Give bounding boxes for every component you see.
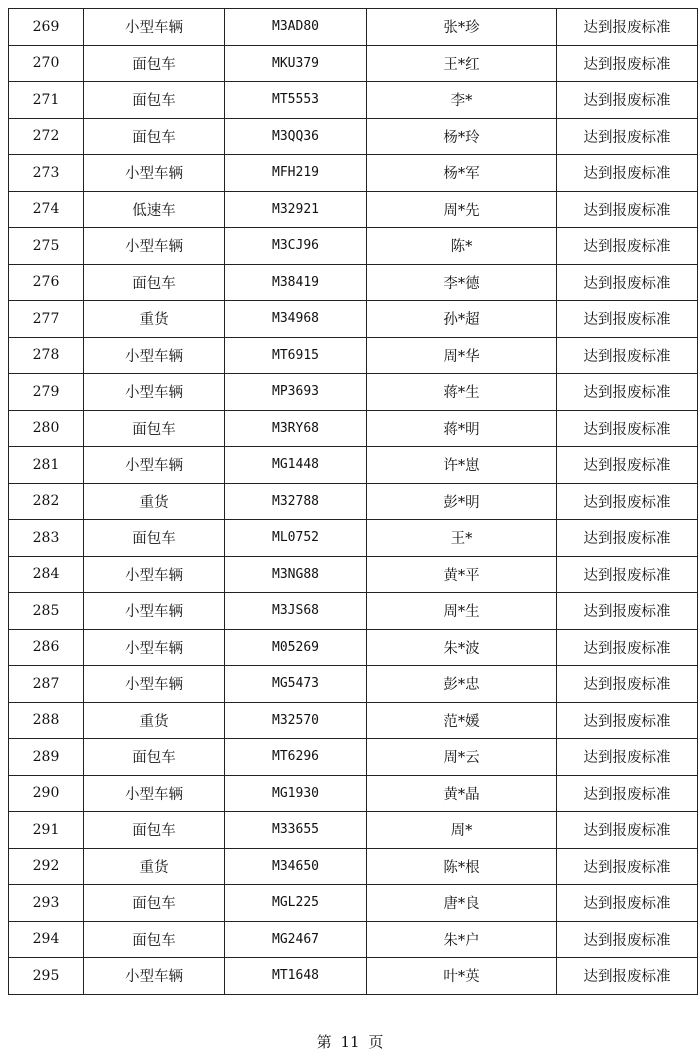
cell-owner: 周*	[367, 812, 557, 849]
cell-owner: 王*红	[367, 45, 557, 82]
cell-plate-number: MP3693	[225, 374, 367, 411]
cell-index: 278	[9, 337, 84, 374]
cell-plate-number: M33655	[225, 812, 367, 849]
cell-vehicle-type: 小型车辆	[84, 775, 225, 812]
cell-plate-number: MG5473	[225, 666, 367, 703]
table-row	[9, 921, 698, 958]
cell-vehicle-type: 面包车	[84, 118, 225, 155]
cell-vehicle-type: 面包车	[84, 885, 225, 922]
cell-reason: 达到报废标准	[557, 775, 698, 812]
cell-plate-number: M32921	[225, 191, 367, 228]
cell-owner: 张*珍	[367, 9, 557, 46]
cell-owner: 黄*平	[367, 556, 557, 593]
table-row	[9, 191, 698, 228]
cell-index: 291	[9, 812, 84, 849]
cell-plate-number: MGL225	[225, 885, 367, 922]
cell-reason: 达到报废标准	[557, 301, 698, 338]
cell-plate-number: M34968	[225, 301, 367, 338]
table-row	[9, 45, 698, 82]
table-row	[9, 666, 698, 703]
cell-index: 279	[9, 374, 84, 411]
cell-vehicle-type: 小型车辆	[84, 629, 225, 666]
cell-plate-number: M3AD80	[225, 9, 367, 46]
cell-plate-number: M34650	[225, 848, 367, 885]
cell-index: 289	[9, 739, 84, 776]
cell-plate-number: M3NG88	[225, 556, 367, 593]
table-row	[9, 556, 698, 593]
cell-reason: 达到报废标准	[557, 155, 698, 192]
cell-vehicle-type: 面包车	[84, 410, 225, 447]
cell-vehicle-type: 重货	[84, 301, 225, 338]
cell-index: 285	[9, 593, 84, 630]
cell-plate-number: MT1648	[225, 958, 367, 995]
cell-owner: 黄*晶	[367, 775, 557, 812]
cell-reason: 达到报废标准	[557, 374, 698, 411]
cell-index: 282	[9, 483, 84, 520]
cell-index: 274	[9, 191, 84, 228]
table-row	[9, 447, 698, 484]
cell-index: 294	[9, 921, 84, 958]
cell-owner: 杨*玲	[367, 118, 557, 155]
cell-owner: 唐*良	[367, 885, 557, 922]
cell-reason: 达到报废标准	[557, 921, 698, 958]
table-row	[9, 739, 698, 776]
cell-vehicle-type: 小型车辆	[84, 337, 225, 374]
cell-reason: 达到报废标准	[557, 556, 698, 593]
cell-vehicle-type: 面包车	[84, 520, 225, 557]
page-suffix: 页	[368, 1033, 384, 1051]
cell-reason: 达到报废标准	[557, 45, 698, 82]
cell-index: 272	[9, 118, 84, 155]
table-row	[9, 702, 698, 739]
cell-index: 290	[9, 775, 84, 812]
cell-plate-number: MG1930	[225, 775, 367, 812]
cell-reason: 达到报废标准	[557, 593, 698, 630]
cell-owner: 蒋*生	[367, 374, 557, 411]
cell-owner: 叶*英	[367, 958, 557, 995]
cell-reason: 达到报废标准	[557, 885, 698, 922]
cell-plate-number: MKU379	[225, 45, 367, 82]
cell-owner: 周*生	[367, 593, 557, 630]
cell-reason: 达到报废标准	[557, 447, 698, 484]
cell-reason: 达到报废标准	[557, 264, 698, 301]
cell-vehicle-type: 小型车辆	[84, 958, 225, 995]
table-row	[9, 593, 698, 630]
table-row	[9, 228, 698, 265]
table-row	[9, 775, 698, 812]
cell-vehicle-type: 面包车	[84, 739, 225, 776]
cell-reason: 达到报废标准	[557, 848, 698, 885]
table-row	[9, 337, 698, 374]
cell-plate-number: MT6296	[225, 739, 367, 776]
cell-reason: 达到报废标准	[557, 702, 698, 739]
cell-vehicle-type: 重货	[84, 848, 225, 885]
cell-vehicle-type: 面包车	[84, 82, 225, 119]
cell-owner: 朱*波	[367, 629, 557, 666]
cell-reason: 达到报废标准	[557, 337, 698, 374]
cell-index: 275	[9, 228, 84, 265]
cell-reason: 达到报废标准	[557, 118, 698, 155]
table-row	[9, 848, 698, 885]
cell-index: 284	[9, 556, 84, 593]
cell-index: 283	[9, 520, 84, 557]
cell-reason: 达到报废标准	[557, 410, 698, 447]
cell-index: 287	[9, 666, 84, 703]
cell-plate-number: MFH219	[225, 155, 367, 192]
cell-owner: 王*	[367, 520, 557, 557]
cell-index: 270	[9, 45, 84, 82]
cell-reason: 达到报废标准	[557, 483, 698, 520]
cell-owner: 周*云	[367, 739, 557, 776]
page-number: 11	[340, 1033, 360, 1051]
cell-index: 277	[9, 301, 84, 338]
table-row	[9, 9, 698, 46]
cell-plate-number: ML0752	[225, 520, 367, 557]
cell-plate-number: M05269	[225, 629, 367, 666]
cell-reason: 达到报废标准	[557, 739, 698, 776]
table-row	[9, 82, 698, 119]
page-prefix: 第	[316, 1033, 332, 1051]
cell-vehicle-type: 小型车辆	[84, 556, 225, 593]
cell-owner: 朱*户	[367, 921, 557, 958]
cell-index: 295	[9, 958, 84, 995]
cell-vehicle-type: 小型车辆	[84, 666, 225, 703]
cell-reason: 达到报废标准	[557, 82, 698, 119]
cell-vehicle-type: 小型车辆	[84, 9, 225, 46]
cell-vehicle-type: 小型车辆	[84, 447, 225, 484]
cell-vehicle-type: 低速车	[84, 191, 225, 228]
table-row	[9, 958, 698, 995]
cell-owner: 蒋*明	[367, 410, 557, 447]
cell-plate-number: M3JS68	[225, 593, 367, 630]
table-row	[9, 885, 698, 922]
cell-owner: 孙*超	[367, 301, 557, 338]
cell-vehicle-type: 小型车辆	[84, 155, 225, 192]
table-row	[9, 520, 698, 557]
cell-plate-number: M3QQ36	[225, 118, 367, 155]
cell-index: 281	[9, 447, 84, 484]
cell-index: 286	[9, 629, 84, 666]
cell-index: 276	[9, 264, 84, 301]
cell-reason: 达到报废标准	[557, 812, 698, 849]
cell-vehicle-type: 小型车辆	[84, 593, 225, 630]
cell-plate-number: MG2467	[225, 921, 367, 958]
cell-reason: 达到报废标准	[557, 666, 698, 703]
cell-index: 271	[9, 82, 84, 119]
cell-plate-number: MG1448	[225, 447, 367, 484]
table-row	[9, 155, 698, 192]
table-row	[9, 264, 698, 301]
cell-index: 273	[9, 155, 84, 192]
cell-vehicle-type: 小型车辆	[84, 374, 225, 411]
table-row	[9, 118, 698, 155]
cell-vehicle-type: 面包车	[84, 812, 225, 849]
cell-owner: 范*媛	[367, 702, 557, 739]
cell-reason: 达到报废标准	[557, 228, 698, 265]
cell-reason: 达到报废标准	[557, 191, 698, 228]
cell-owner: 杨*军	[367, 155, 557, 192]
cell-owner: 李*德	[367, 264, 557, 301]
cell-plate-number: MT5553	[225, 82, 367, 119]
cell-index: 293	[9, 885, 84, 922]
table-row	[9, 483, 698, 520]
cell-index: 292	[9, 848, 84, 885]
cell-vehicle-type: 面包车	[84, 921, 225, 958]
cell-vehicle-type: 小型车辆	[84, 228, 225, 265]
vehicle-scrap-table	[8, 8, 698, 995]
cell-owner: 彭*忠	[367, 666, 557, 703]
cell-owner: 周*先	[367, 191, 557, 228]
cell-plate-number: MT6915	[225, 337, 367, 374]
table-body	[9, 9, 698, 995]
cell-owner: 许*崽	[367, 447, 557, 484]
table-row	[9, 410, 698, 447]
cell-plate-number: M32788	[225, 483, 367, 520]
cell-vehicle-type: 重货	[84, 702, 225, 739]
table-row	[9, 374, 698, 411]
cell-reason: 达到报废标准	[557, 958, 698, 995]
cell-reason: 达到报废标准	[557, 520, 698, 557]
cell-plate-number: M3RY68	[225, 410, 367, 447]
cell-owner: 周*华	[367, 337, 557, 374]
cell-vehicle-type: 面包车	[84, 264, 225, 301]
document-page	[8, 8, 692, 995]
page-footer	[0, 1031, 700, 1052]
cell-owner: 彭*明	[367, 483, 557, 520]
table-row	[9, 301, 698, 338]
table-row	[9, 629, 698, 666]
cell-vehicle-type: 面包车	[84, 45, 225, 82]
cell-owner: 陈*	[367, 228, 557, 265]
cell-index: 269	[9, 9, 84, 46]
cell-reason: 达到报废标准	[557, 629, 698, 666]
cell-reason: 达到报废标准	[557, 9, 698, 46]
table-row	[9, 812, 698, 849]
cell-index: 280	[9, 410, 84, 447]
cell-plate-number: M32570	[225, 702, 367, 739]
cell-owner: 陈*根	[367, 848, 557, 885]
cell-owner: 李*	[367, 82, 557, 119]
cell-vehicle-type: 重货	[84, 483, 225, 520]
cell-plate-number: M38419	[225, 264, 367, 301]
cell-index: 288	[9, 702, 84, 739]
cell-plate-number: M3CJ96	[225, 228, 367, 265]
